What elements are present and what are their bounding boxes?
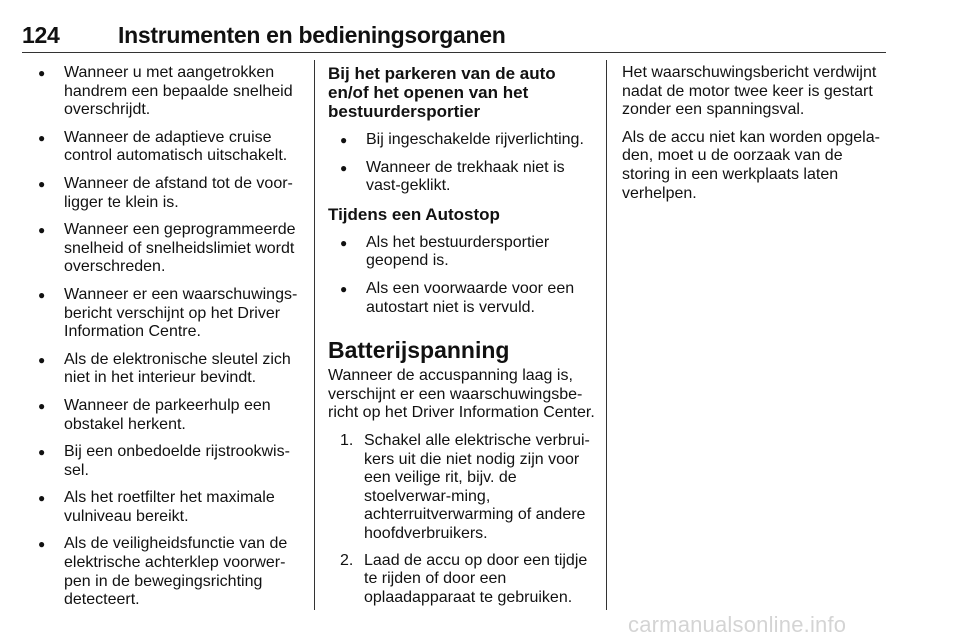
watermark: carmanualsonline.info [628,612,847,637]
page-number: 124 [22,22,60,48]
column-divider-left [314,60,315,610]
list-item: ● Bij een onbedoelde rijstrookwis-sel. [38,443,308,480]
list-item: ● Als de veiligheidsfunctie van de elektrische achterklep voorwer-pen in de bewegingsrichting detecteert. [38,535,308,609]
column-divider-right [606,60,607,610]
section-title: Batterijspanning [328,337,510,364]
list-item [340,432,596,544]
paragraph: Het waarschuwingsbericht verdwijnt nadat de motor twee keer is gestart zonder een spanningsval. [622,64,877,119]
parking-heading: Bij het parkeren van de auto en/of het openen van het bestuurdersportier [328,64,556,121]
column-middle [328,64,596,615]
list-item: ● Wanneer de adaptieve cruise control automatisch uitschakelt. [38,129,308,166]
list-item: ● Wanneer de afstand tot de voor-ligger te klein is. [38,175,308,212]
page-header [22,22,886,50]
list-item: ● Wanneer u met aangetrokken handrem een bepaalde snelheid overschrijdt. [38,64,308,120]
column-left [38,64,308,619]
paragraph: Als de accu niet kan worden opgela-den, moet u de oorzaak van de storing in een werkplaats laten verhelpen. [622,128,880,202]
section-intro: Wanneer de accuspanning laag is, verschijnt er een waarschuwingsbe-richt op het Driver Information Center. [328,367,595,422]
list-item: ● Als de elektronische sleutel zich niet in het interieur bevindt. [38,351,308,388]
list-item: ● Als een voorwaarde voor een autostart niet is vervuld. [340,280,596,317]
column-right [622,64,884,212]
header-rule [22,52,886,53]
list-item: ● Als het roetfilter het maximale vulniveau bereikt. [38,489,308,526]
parking-list [340,131,596,196]
step-text: Laad de accu op door een tijdje te rijden of door een oplaadapparaat te gebruiken. [364,551,588,606]
step-list [340,432,596,607]
list-item: ● Als het bestuurdersportier geopend is. [340,234,596,271]
step-number: 2. [340,551,354,569]
page-title: Instrumenten en bedieningsorganen [118,22,506,48]
list-item: ● Wanneer een geprogrammeerde snelheid of snelheidslimiet wordt overschreden. [38,221,308,277]
autostop-list [340,234,596,317]
autostop-heading: Tijdens een Autostop [328,204,500,224]
list-item: ● Wanneer er een waarschuwings-bericht verschijnt op het Driver Information Centre. [38,286,308,342]
step-number: 1. [340,431,354,449]
warning-list [38,64,308,610]
list-item: ● Wanneer de parkeerhulp een obstakel herkent. [38,397,308,434]
list-item: ● Bij ingeschakelde rijverlichting. [340,131,596,150]
list-item: ● Wanneer de trekhaak niet is vast-geklikt. [340,159,596,196]
list-item [340,552,596,608]
step-text: Schakel alle elektrische verbrui-kers uit die niet nodig zijn voor een veilige rit, bijv. de stoelverwar-ming, achterruitverwarming of andere hoofdverbruikers. [364,431,590,542]
